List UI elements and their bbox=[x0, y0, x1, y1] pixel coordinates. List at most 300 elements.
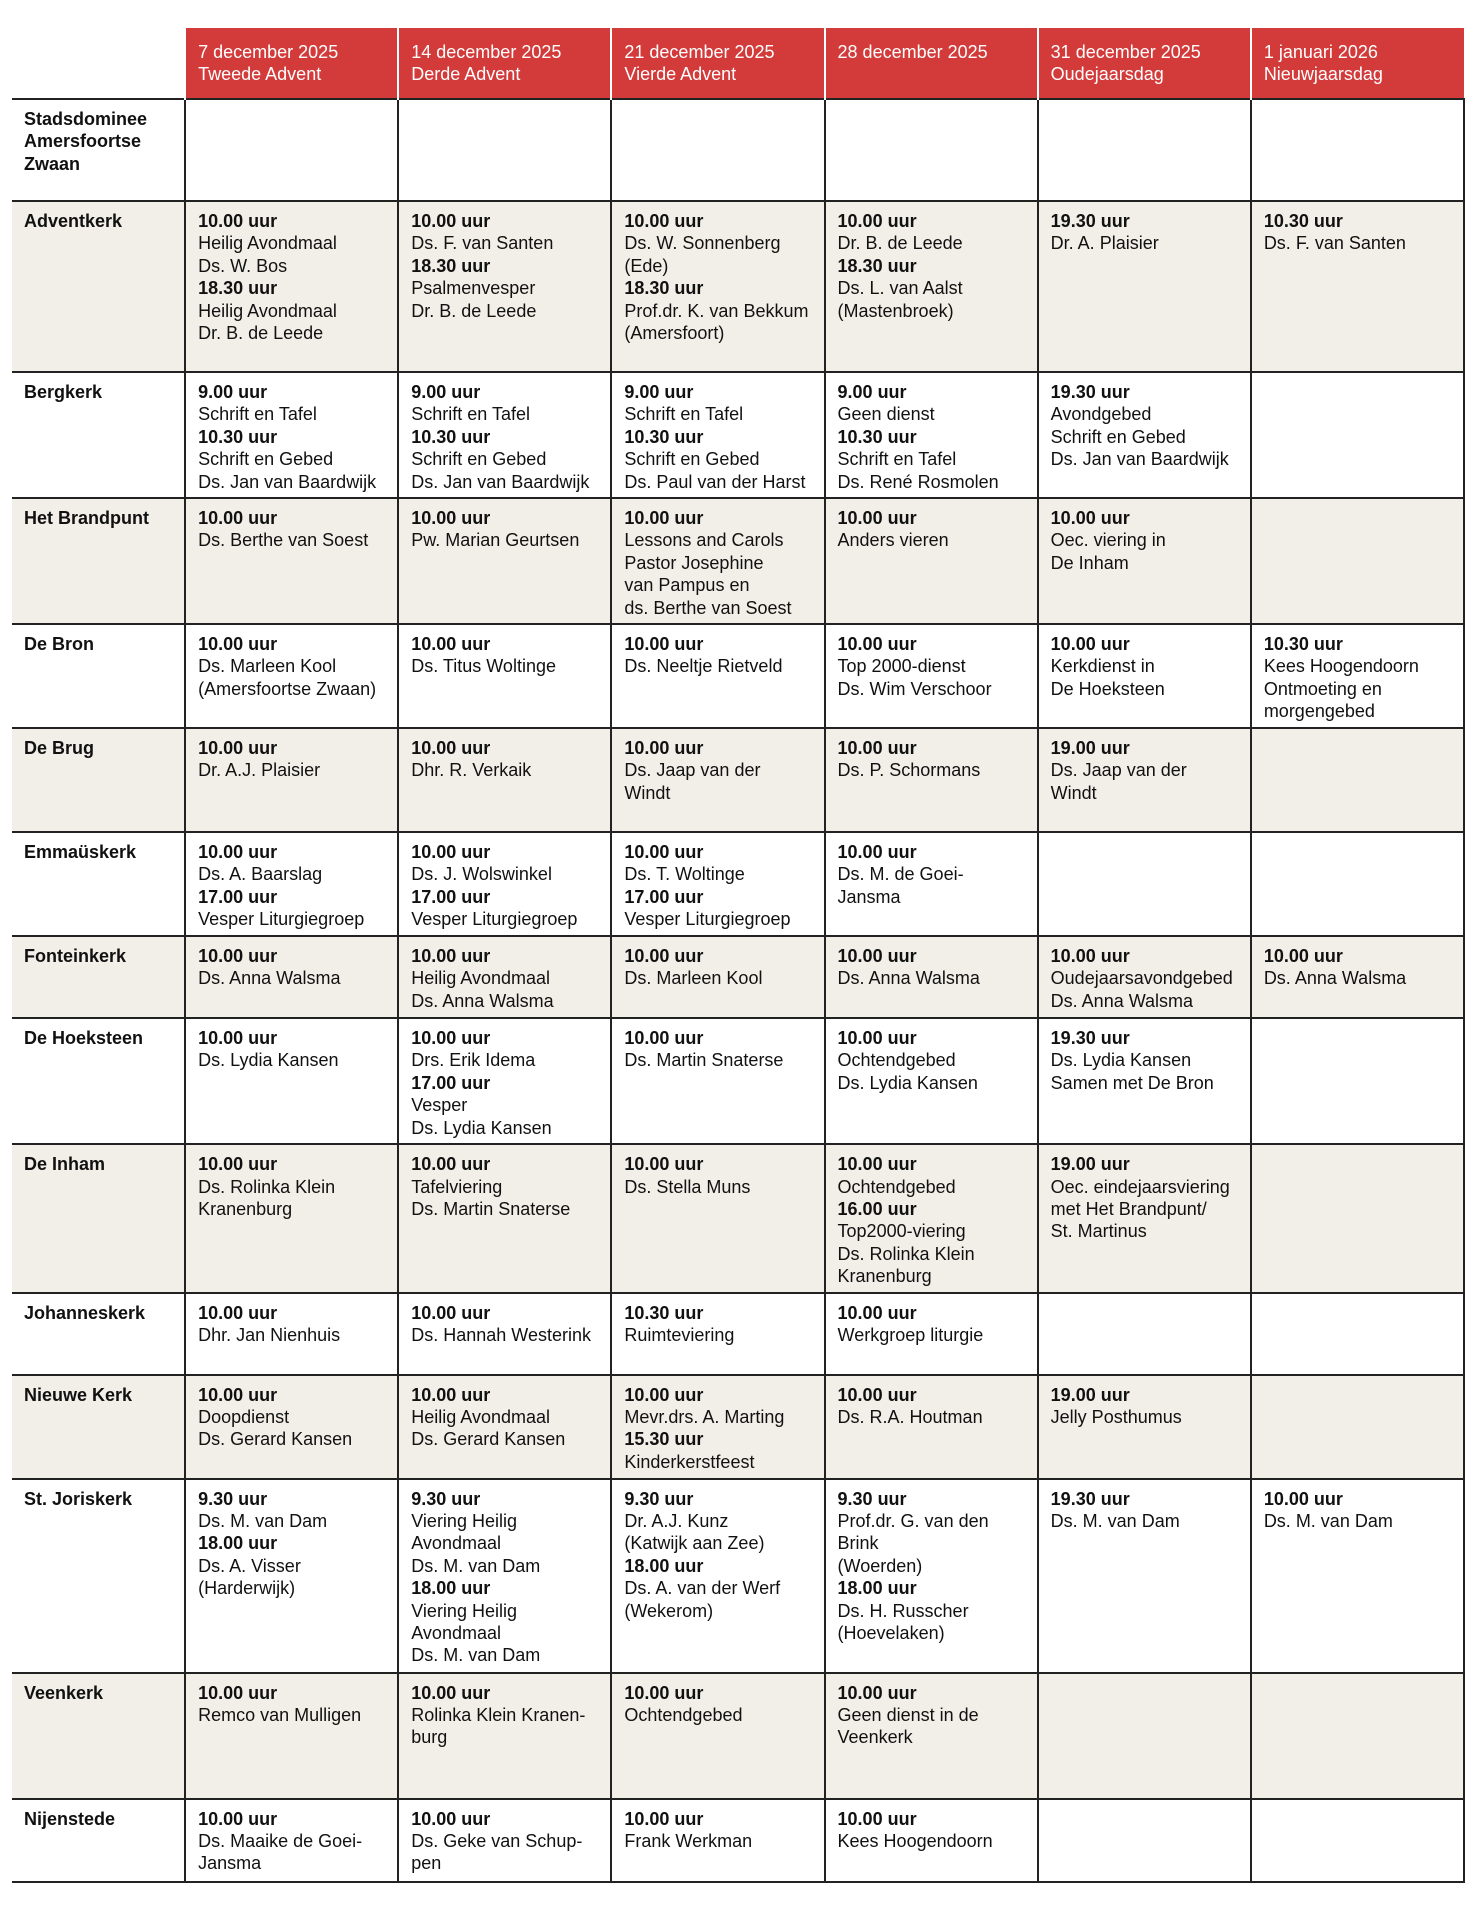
service-detail: Oec. viering in bbox=[1050, 530, 1166, 551]
service-time: 10.00 uur bbox=[837, 211, 917, 231]
service-detail: Ds. Titus Woltinge bbox=[411, 656, 556, 677]
date-header: 1 januari 2026 Nieuwjaarsdag bbox=[1251, 28, 1464, 99]
service-cell bbox=[185, 1799, 398, 1882]
service-detail: Vesper Liturgiegroep bbox=[411, 909, 578, 930]
service-detail: Jansma bbox=[198, 1853, 262, 1874]
service-detail: Top 2000-dienst bbox=[837, 656, 966, 677]
service-time: 10.00 uur bbox=[411, 1302, 491, 1323]
service-cell bbox=[1251, 1293, 1464, 1375]
service-detail: Ds. Lydia Kansen bbox=[1050, 1050, 1192, 1071]
service-cell bbox=[1038, 624, 1251, 728]
service-cell bbox=[185, 1673, 398, 1799]
service-detail: De Hoeksteen bbox=[1050, 678, 1165, 699]
service-cell bbox=[185, 99, 398, 201]
service-cell bbox=[1251, 1375, 1464, 1479]
church-name bbox=[12, 1375, 185, 1479]
service-time: 17.00 uur bbox=[624, 886, 704, 907]
table-row bbox=[12, 1375, 1464, 1479]
service-time: 18.30 uur bbox=[837, 255, 917, 276]
service-detail: (Ede) bbox=[624, 255, 669, 276]
service-detail: Schrift en Tafel bbox=[411, 404, 530, 425]
service-detail: Heilig Avondmaal bbox=[198, 233, 337, 254]
service-time: 9.30 uur bbox=[198, 1488, 268, 1509]
service-detail: Psalmenvesper bbox=[411, 278, 536, 299]
service-time: 10.00 uur bbox=[624, 211, 704, 231]
service-cell bbox=[825, 1479, 1038, 1673]
service-detail: Ds. Paul van der Harst bbox=[624, 471, 806, 492]
service-detail: Kerkdienst in bbox=[1050, 656, 1155, 677]
service-detail: (Wekerom) bbox=[624, 1600, 714, 1621]
service-cell bbox=[185, 728, 398, 832]
service-detail: Avondmaal bbox=[411, 1622, 501, 1643]
service-detail: Kees Hoogendoorn bbox=[837, 1830, 993, 1851]
service-detail: Windt bbox=[1050, 782, 1097, 803]
service-detail: Anders vieren bbox=[837, 530, 949, 551]
service-time: 10.00 uur bbox=[1050, 634, 1130, 655]
service-detail: De Inham bbox=[1050, 552, 1129, 573]
service-cell bbox=[398, 201, 611, 372]
service-detail: Dr. B. de Leede bbox=[198, 323, 324, 344]
service-cell bbox=[1038, 1673, 1251, 1799]
service-detail: Oec. eindejaarsviering bbox=[1050, 1176, 1230, 1197]
service-detail: Avondmaal bbox=[411, 1533, 501, 1554]
service-cell bbox=[611, 936, 824, 1018]
service-detail: Vesper bbox=[411, 1095, 468, 1116]
service-detail: Ds. A. van der Werf bbox=[624, 1578, 781, 1599]
service-detail: (Mastenbroek) bbox=[837, 300, 954, 321]
church-name-line: Nijenstede bbox=[24, 1808, 116, 1829]
service-cell bbox=[1251, 1479, 1464, 1673]
service-time: 17.00 uur bbox=[411, 886, 491, 907]
service-detail: Ds. Rolinka Klein bbox=[837, 1243, 975, 1264]
church-name-line: Veenkerk bbox=[24, 1682, 104, 1703]
service-detail: Jelly Posthumus bbox=[1050, 1406, 1182, 1427]
service-detail: Ds. Neeltje Rietveld bbox=[624, 656, 783, 677]
service-detail: Ds. W. Bos bbox=[198, 255, 288, 276]
service-time: 10.30 uur bbox=[624, 1302, 704, 1323]
church-name-line: Johanneskerk bbox=[24, 1302, 146, 1323]
service-time: 10.00 uur bbox=[198, 634, 278, 655]
church-name-line: Fonteinkerk bbox=[24, 946, 127, 967]
table-row bbox=[12, 624, 1464, 728]
service-detail: Ochtendgebed bbox=[624, 1704, 743, 1725]
service-time: 16.00 uur bbox=[837, 1198, 917, 1219]
service-detail: morgengebed bbox=[1263, 701, 1375, 722]
service-detail: Ds. F. van Santen bbox=[411, 233, 554, 254]
service-time: 18.00 uur bbox=[837, 1578, 917, 1599]
service-time: 10.00 uur bbox=[837, 1154, 917, 1175]
service-time: 10.00 uur bbox=[837, 1028, 917, 1049]
service-time: 10.00 uur bbox=[837, 842, 917, 863]
church-name-line: Nieuwe Kerk bbox=[24, 1384, 133, 1405]
service-detail: Pastor Josephine bbox=[624, 552, 764, 573]
service-detail: Ds. Stella Muns bbox=[624, 1176, 751, 1197]
service-time: 10.00 uur bbox=[411, 1154, 491, 1175]
service-time: 10.00 uur bbox=[837, 738, 917, 759]
service-detail: Ds. Marleen Kool bbox=[624, 968, 763, 989]
table-row bbox=[12, 1799, 1464, 1882]
service-detail: met Het Brandpunt/ bbox=[1050, 1198, 1207, 1219]
service-time: 18.00 uur bbox=[624, 1555, 704, 1576]
service-detail: Ds. Martin Snaterse bbox=[411, 1198, 571, 1219]
church-name bbox=[12, 936, 185, 1018]
service-time: 10.00 uur bbox=[1050, 946, 1130, 967]
service-detail: Brink bbox=[837, 1533, 879, 1554]
service-cell bbox=[1251, 1018, 1464, 1144]
service-detail: Ds. A. Baarslag bbox=[198, 864, 323, 885]
service-time: 10.00 uur bbox=[837, 1682, 917, 1703]
church-name-line: Amersfoortse bbox=[24, 131, 142, 152]
service-time: 10.30 uur bbox=[1263, 211, 1343, 231]
service-detail: van Pampus en bbox=[624, 575, 750, 596]
service-cell bbox=[398, 1375, 611, 1479]
service-detail: (Hoevelaken) bbox=[837, 1622, 945, 1643]
service-detail: Ds. Lydia Kansen bbox=[411, 1117, 552, 1138]
service-detail: Ds. Jaap van der bbox=[624, 760, 761, 781]
service-cell bbox=[185, 1018, 398, 1144]
service-detail: Lessons and Carols bbox=[624, 530, 784, 551]
service-detail: Ds. Anna Walsma bbox=[1263, 968, 1407, 989]
service-cell bbox=[1251, 832, 1464, 936]
church-name bbox=[12, 1673, 185, 1799]
service-cell bbox=[1038, 201, 1251, 372]
service-cell bbox=[825, 498, 1038, 624]
service-detail: Ds. Hannah Westerink bbox=[411, 1324, 591, 1345]
header-row bbox=[12, 28, 1464, 99]
service-detail: Kinderkerstfeest bbox=[624, 1451, 755, 1472]
service-cell bbox=[1038, 498, 1251, 624]
service-cell bbox=[185, 1293, 398, 1375]
service-detail: Ds. R.A. Houtman bbox=[837, 1406, 983, 1427]
table-row bbox=[12, 1293, 1464, 1375]
service-time: 10.00 uur bbox=[837, 508, 917, 529]
service-cell bbox=[611, 1018, 824, 1144]
church-name-line: Bergkerk bbox=[24, 382, 103, 402]
service-detail: Schrift en Tafel bbox=[624, 404, 744, 425]
service-detail: Ds. P. Schormans bbox=[837, 760, 981, 781]
service-time: 10.00 uur bbox=[624, 946, 704, 967]
service-time: 17.00 uur bbox=[411, 1072, 491, 1093]
table-row bbox=[12, 936, 1464, 1018]
church-name bbox=[12, 1144, 185, 1292]
service-detail: Remco van Mulligen bbox=[198, 1704, 362, 1725]
service-cell bbox=[185, 201, 398, 372]
service-cell bbox=[1251, 624, 1464, 728]
service-time: 10.00 uur bbox=[411, 1028, 491, 1049]
service-detail: ds. Berthe van Soest bbox=[624, 597, 792, 618]
service-time: 10.00 uur bbox=[198, 738, 278, 759]
date-header: 7 december 2025 Tweede Advent bbox=[185, 28, 398, 99]
service-cell bbox=[185, 1375, 398, 1479]
service-detail: Oudejaarsavondgebed bbox=[1050, 968, 1233, 989]
service-cell bbox=[1251, 498, 1464, 624]
date-header: 28 december 2025 bbox=[825, 28, 1038, 99]
service-detail: Ds. Jan van Baardwijk bbox=[411, 471, 590, 492]
service-cell bbox=[611, 1293, 824, 1375]
church-name bbox=[12, 1018, 185, 1144]
service-detail: (Harderwijk) bbox=[198, 1578, 296, 1599]
service-time: 18.00 uur bbox=[198, 1533, 278, 1554]
service-detail: Ds. M. van Dam bbox=[411, 1555, 541, 1576]
service-time: 10.00 uur bbox=[1263, 946, 1343, 967]
service-time: 10.00 uur bbox=[411, 1682, 491, 1703]
service-detail: (Amersfoortse Zwaan) bbox=[198, 678, 377, 699]
service-detail: Ds. Gerard Kansen bbox=[411, 1429, 566, 1450]
service-detail: Ds. Berthe van Soest bbox=[198, 530, 369, 551]
service-detail: Frank Werkman bbox=[624, 1830, 753, 1851]
service-detail: Ds. Lydia Kansen bbox=[198, 1050, 339, 1071]
service-detail: Vesper Liturgiegroep bbox=[198, 909, 365, 930]
service-cell bbox=[398, 1673, 611, 1799]
service-time: 19.30 uur bbox=[1050, 1488, 1130, 1509]
church-name bbox=[12, 201, 185, 372]
service-detail: Geen dienst bbox=[837, 404, 935, 425]
header-corner bbox=[12, 28, 185, 99]
service-detail: Dhr. R. Verkaik bbox=[411, 760, 532, 781]
service-cell bbox=[398, 624, 611, 728]
service-cell bbox=[185, 936, 398, 1018]
service-cell bbox=[398, 832, 611, 936]
service-time: 19.30 uur bbox=[1050, 211, 1130, 231]
service-cell bbox=[611, 1375, 824, 1479]
service-cell bbox=[1038, 1018, 1251, 1144]
service-time: 10.00 uur bbox=[837, 1384, 917, 1405]
service-cell bbox=[1038, 1375, 1251, 1479]
church-name bbox=[12, 372, 185, 498]
church-name-line: Het Brandpunt bbox=[24, 508, 149, 529]
service-time: 10.30 uur bbox=[837, 426, 917, 447]
service-detail: Ds. Maaike de Goei- bbox=[198, 1830, 363, 1851]
service-detail: Dr. B. de Leede bbox=[411, 300, 537, 321]
service-time: 19.30 uur bbox=[1050, 382, 1130, 402]
service-cell bbox=[611, 1799, 824, 1882]
service-time: 18.30 uur bbox=[198, 278, 278, 299]
service-time: 10.00 uur bbox=[837, 946, 917, 967]
service-detail: Schrift en Gebed bbox=[198, 449, 334, 470]
service-time: 9.30 uur bbox=[411, 1488, 481, 1509]
service-detail: Doopdienst bbox=[198, 1406, 290, 1427]
service-detail: Ds. Rolinka Klein bbox=[198, 1176, 336, 1197]
church-name-line: De Hoeksteen bbox=[24, 1028, 144, 1049]
service-detail: Schrift en Tafel bbox=[837, 449, 957, 470]
church-name bbox=[12, 1799, 185, 1882]
service-detail: Ds. M. van Dam bbox=[411, 1645, 541, 1666]
service-detail: Avondgebed bbox=[1050, 404, 1152, 425]
service-cell bbox=[398, 936, 611, 1018]
service-time: 10.30 uur bbox=[1263, 634, 1343, 655]
service-detail: Ds. J. Wolswinkel bbox=[411, 864, 552, 885]
table-row bbox=[12, 1673, 1464, 1799]
service-detail: Jansma bbox=[837, 886, 901, 907]
service-time: 19.00 uur bbox=[1050, 1384, 1130, 1405]
service-time: 9.00 uur bbox=[624, 382, 694, 402]
service-time: 10.00 uur bbox=[624, 1682, 704, 1703]
service-time: 10.00 uur bbox=[624, 1028, 704, 1049]
service-detail: Dr. A.J. Kunz bbox=[624, 1510, 729, 1531]
church-name bbox=[12, 1293, 185, 1375]
service-cell bbox=[1038, 1144, 1251, 1292]
service-time: 19.00 uur bbox=[1050, 1154, 1130, 1175]
service-cell bbox=[1251, 728, 1464, 832]
service-cell bbox=[611, 1479, 824, 1673]
schedule-body bbox=[12, 99, 1464, 1882]
service-cell bbox=[825, 728, 1038, 832]
service-detail: Ds. Marleen Kool bbox=[198, 656, 337, 677]
service-time: 9.30 uur bbox=[624, 1488, 694, 1509]
service-detail: Schrift en Gebed bbox=[624, 449, 760, 470]
service-detail: Schrift en Gebed bbox=[1050, 426, 1186, 447]
service-detail: (Katwijk aan Zee) bbox=[624, 1533, 765, 1554]
table-row bbox=[12, 372, 1464, 498]
table-row bbox=[12, 498, 1464, 624]
service-time: 10.00 uur bbox=[411, 842, 491, 863]
service-cell bbox=[1251, 99, 1464, 201]
service-detail: Ds. W. Sonnenberg bbox=[624, 233, 781, 254]
service-cell bbox=[185, 624, 398, 728]
service-cell bbox=[825, 1799, 1038, 1882]
service-time: 9.00 uur bbox=[837, 382, 907, 402]
service-detail: (Woerden) bbox=[837, 1555, 923, 1576]
date-header: 14 december 2025 Derde Advent bbox=[398, 28, 611, 99]
service-detail: Ds. M. van Dam bbox=[1263, 1510, 1393, 1531]
service-time: 10.00 uur bbox=[411, 508, 491, 529]
service-detail: Drs. Erik Idema bbox=[411, 1050, 536, 1071]
service-cell bbox=[398, 1479, 611, 1673]
service-time: 10.00 uur bbox=[198, 946, 278, 967]
service-time: 10.00 uur bbox=[198, 508, 278, 529]
service-detail: Viering Heilig bbox=[411, 1510, 517, 1531]
service-detail: Ds. M. de Goei- bbox=[837, 864, 964, 885]
service-detail: Ds. A. Visser bbox=[198, 1555, 301, 1576]
service-cell bbox=[825, 1018, 1038, 1144]
service-time: 10.00 uur bbox=[624, 1808, 704, 1829]
service-cell bbox=[1251, 372, 1464, 498]
service-time: 10.00 uur bbox=[198, 1154, 278, 1175]
service-detail: Ds. Jaap van der bbox=[1050, 760, 1187, 781]
service-time: 10.00 uur bbox=[411, 946, 491, 967]
service-time: 10.00 uur bbox=[411, 738, 491, 759]
service-cell bbox=[1251, 201, 1464, 372]
service-cell bbox=[1038, 1479, 1251, 1673]
service-cell bbox=[1038, 372, 1251, 498]
service-cell bbox=[185, 498, 398, 624]
service-detail: Pw. Marian Geurtsen bbox=[411, 530, 580, 551]
service-detail: Ds. L. van Aalst bbox=[837, 278, 963, 299]
service-detail: Ds. Geke van Schup- bbox=[411, 1830, 583, 1851]
service-detail: Windt bbox=[624, 782, 671, 803]
service-cell bbox=[185, 832, 398, 936]
service-cell bbox=[1038, 936, 1251, 1018]
church-name-line: Zwaan bbox=[24, 153, 81, 174]
service-cell bbox=[398, 498, 611, 624]
service-detail: (Amersfoort) bbox=[624, 323, 725, 344]
service-time: 19.30 uur bbox=[1050, 1028, 1130, 1049]
date-header: 21 december 2025 Vierde Advent bbox=[611, 28, 824, 99]
service-cell bbox=[398, 1018, 611, 1144]
service-detail: Ds. René Rosmolen bbox=[837, 471, 999, 492]
service-detail: Werkgroep liturgie bbox=[837, 1324, 984, 1345]
service-detail: Kranenburg bbox=[837, 1266, 932, 1287]
service-time: 10.00 uur bbox=[624, 508, 704, 529]
service-time: 18.30 uur bbox=[411, 255, 491, 276]
service-cell bbox=[825, 1375, 1038, 1479]
service-detail: Schrift en Tafel bbox=[198, 404, 317, 425]
church-name-line: St. Joriskerk bbox=[24, 1488, 133, 1509]
service-cell bbox=[611, 832, 824, 936]
service-detail: Tafelviering bbox=[411, 1176, 503, 1197]
service-cell bbox=[1251, 1144, 1464, 1292]
service-cell bbox=[398, 728, 611, 832]
service-detail: Ds. Anna Walsma bbox=[837, 968, 980, 989]
service-time: 9.00 uur bbox=[411, 382, 481, 402]
service-cell bbox=[611, 201, 824, 372]
service-detail: Dr. A. Plaisier bbox=[1050, 233, 1159, 254]
service-cell bbox=[825, 99, 1038, 201]
service-time: 10.00 uur bbox=[1263, 1488, 1343, 1509]
service-detail: Ds. T. Woltinge bbox=[624, 864, 745, 885]
table-row bbox=[12, 201, 1464, 372]
service-cell bbox=[611, 1144, 824, 1292]
table-row bbox=[12, 1479, 1464, 1673]
service-detail: Dr. B. de Leede bbox=[837, 233, 963, 254]
service-time: 10.30 uur bbox=[198, 426, 278, 447]
service-cell bbox=[825, 201, 1038, 372]
service-detail: Dhr. Jan Nienhuis bbox=[198, 1324, 341, 1345]
service-time: 10.00 uur bbox=[411, 211, 491, 231]
church-service-schedule bbox=[12, 28, 1465, 1883]
service-detail: Prof.dr. G. van den bbox=[837, 1510, 989, 1531]
service-time: 10.00 uur bbox=[624, 738, 704, 759]
table-row bbox=[12, 832, 1464, 936]
church-name bbox=[12, 1479, 185, 1673]
service-detail: Ds. F. van Santen bbox=[1263, 233, 1406, 254]
church-name bbox=[12, 728, 185, 832]
service-detail: Mevr.drs. A. Marting bbox=[624, 1406, 785, 1427]
service-cell bbox=[611, 372, 824, 498]
service-detail: Kranenburg bbox=[198, 1198, 293, 1219]
service-detail: Veenkerk bbox=[837, 1727, 913, 1748]
service-cell bbox=[1038, 99, 1251, 201]
service-cell bbox=[185, 372, 398, 498]
church-name-line: Emmaüskerk bbox=[24, 842, 137, 863]
service-detail: burg bbox=[411, 1727, 448, 1748]
church-name bbox=[12, 832, 185, 936]
service-cell bbox=[1251, 936, 1464, 1018]
service-cell bbox=[398, 1799, 611, 1882]
service-time: 10.00 uur bbox=[411, 1808, 491, 1829]
service-cell bbox=[398, 1144, 611, 1292]
service-detail: Schrift en Gebed bbox=[411, 449, 547, 470]
date-header: 31 december 2025 Oudejaarsdag bbox=[1038, 28, 1251, 99]
church-name-line: De Brug bbox=[24, 738, 95, 759]
service-time: 10.00 uur bbox=[198, 211, 278, 231]
table-row bbox=[12, 99, 1464, 201]
service-time: 10.00 uur bbox=[624, 842, 704, 863]
service-detail: Heilig Avondmaal bbox=[198, 300, 337, 321]
service-time: 10.00 uur bbox=[198, 1028, 278, 1049]
service-time: 18.30 uur bbox=[624, 278, 704, 299]
service-cell bbox=[398, 1293, 611, 1375]
service-cell bbox=[825, 936, 1038, 1018]
service-detail: Heilig Avondmaal bbox=[411, 968, 551, 989]
service-time: 15.30 uur bbox=[624, 1429, 704, 1450]
service-time: 10.00 uur bbox=[837, 634, 917, 655]
church-name-line: Adventkerk bbox=[24, 211, 123, 231]
service-cell bbox=[1251, 1799, 1464, 1882]
service-detail: Ds. Jan van Baardwijk bbox=[1050, 449, 1229, 470]
table-row bbox=[12, 1018, 1464, 1144]
service-detail: Ochtendgebed bbox=[837, 1176, 956, 1197]
